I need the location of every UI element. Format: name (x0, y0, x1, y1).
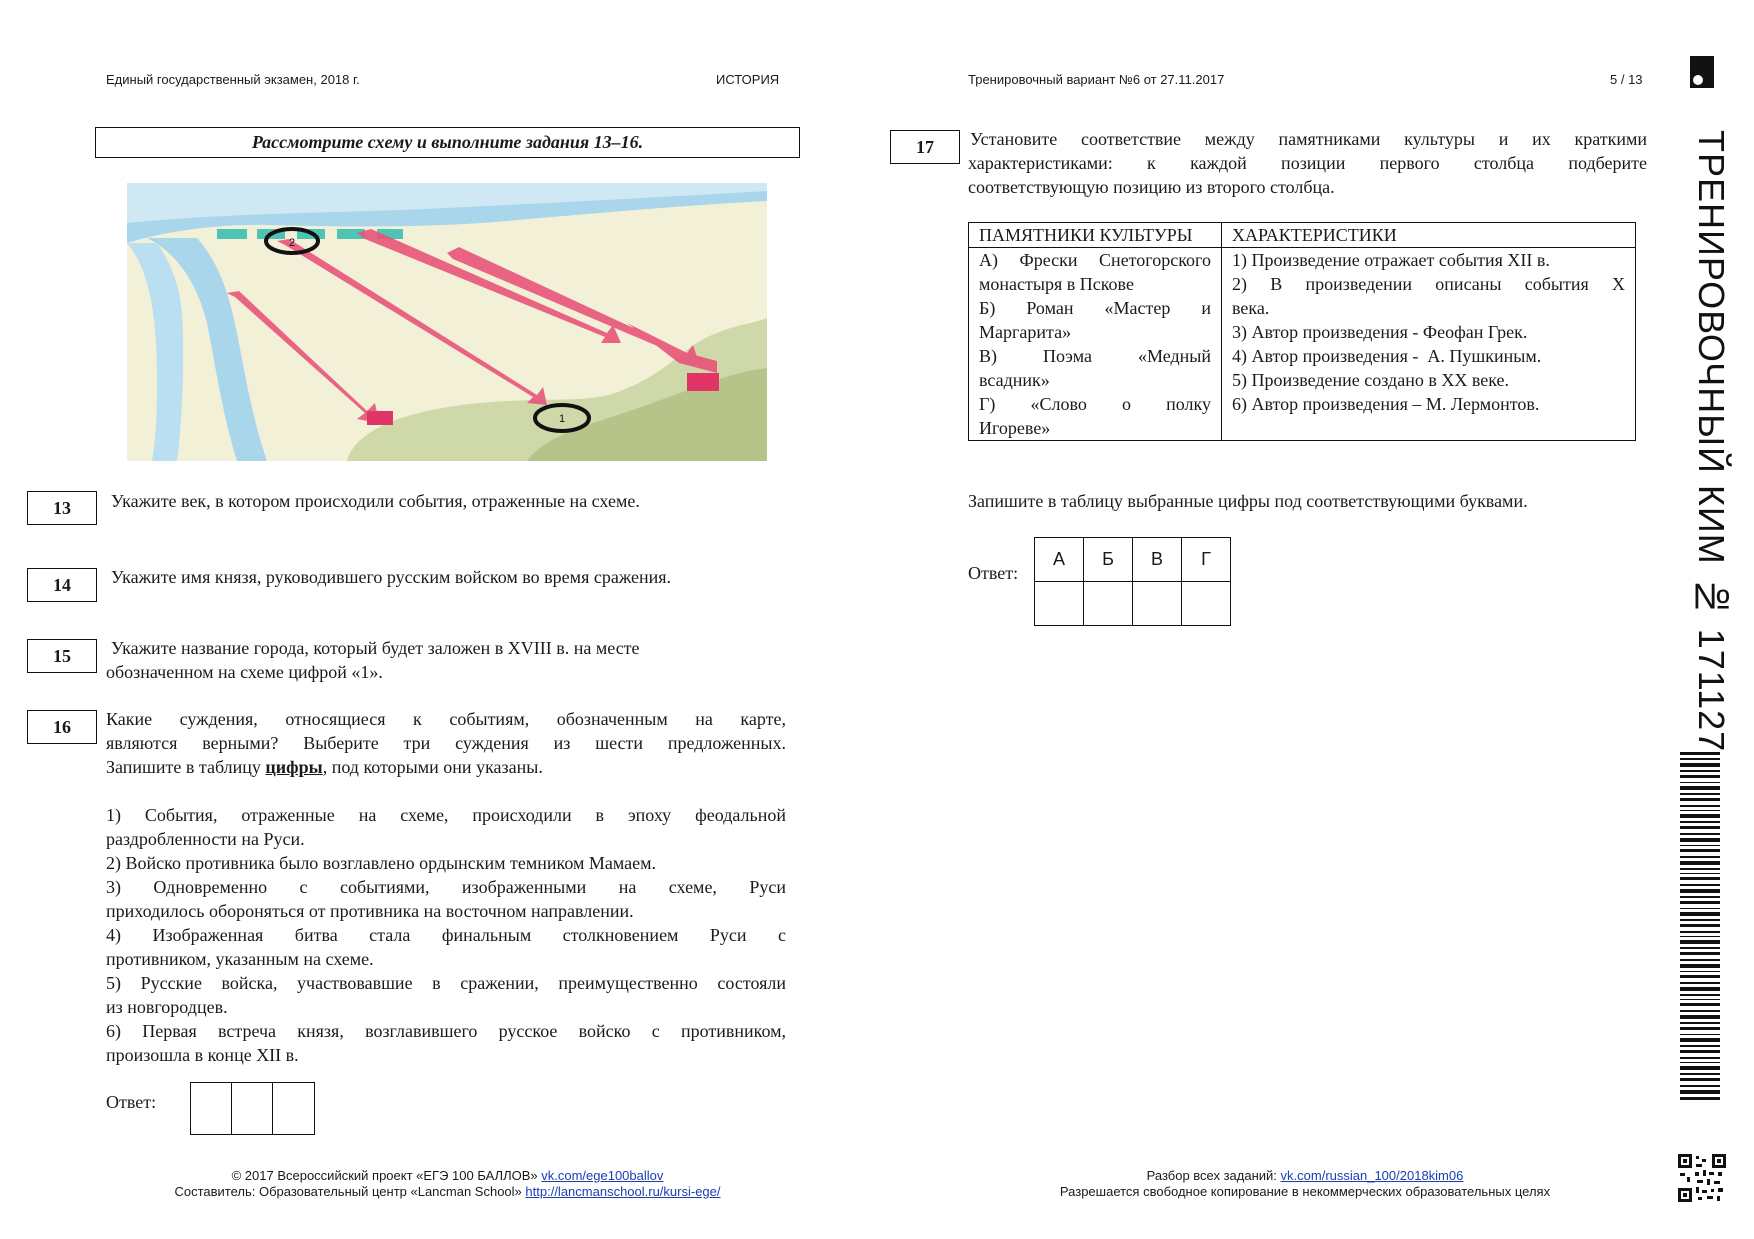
answer-17-label: Ответ: (968, 563, 1019, 583)
char-3: 3) Автор произведения - Феофан Грек. (1232, 322, 1528, 342)
option-6-line2: произошла в конце XII в. (106, 1045, 299, 1065)
task-14-text: Укажите имя князя, руководившего русским войском во время сражения. (111, 567, 672, 587)
answer-17-letter-a: А (1035, 538, 1084, 582)
option-3-line1: 3) Одновременно с событиями, изображенными на схеме, Руси (106, 877, 786, 897)
char-1: 1) Произведение отражает события XII в. (1232, 250, 1550, 270)
answer-16-grid (190, 1082, 315, 1135)
characteristics-cell (1222, 248, 1636, 441)
footer-left: © 2017 Всероссийский проект «ЕГЭ 100 БАЛЛОВ» vk.com/ege100ballov Составитель: Образовательный центр «Lancman School» http://lancmanschool.ru/kursi-ege/ (174, 1168, 721, 1199)
culture-matching-table (968, 222, 1636, 441)
corner-mark-icon (1690, 56, 1714, 88)
option-5-line2: из новгородцев. (106, 997, 228, 1017)
answer-16-cell[interactable] (232, 1083, 273, 1135)
monument-g-line2: Игореве» (979, 418, 1051, 438)
task-14-number: 14 (27, 568, 97, 602)
answer-17-letter-g: Г (1182, 538, 1231, 582)
option-3-line2: приходилось обороняться от противника на восточном направлении. (106, 901, 634, 921)
monument-b-line1: Б) Роман «Мастер и (979, 298, 1211, 318)
task-15-number: 15 (27, 639, 97, 673)
option-6-line1: 6) Первая встреча князя, возглавившего русское войско с противником, (106, 1021, 786, 1041)
monument-b-line2: Маргарита» (979, 322, 1072, 342)
task-15-line1: Укажите название города, который будет заложен в XVIII в. на месте (111, 638, 640, 658)
monument-v-line1: В) Поэма «Медный (979, 346, 1211, 366)
scheme-title: Рассмотрите схему и выполните задания 13–16. (95, 127, 800, 158)
monument-g-line1: Г) «Слово о полку (979, 394, 1211, 414)
exam-header: Единый государственный экзамен, 2018 г. (106, 72, 360, 87)
monument-a-line1: А) Фрески Снетогорского (979, 250, 1211, 270)
qr-code-icon (1678, 1154, 1726, 1202)
subject-header: ИСТОРИЯ (716, 72, 780, 87)
task-17-write-note: Запишите в таблицу выбранные цифры под соответствующими буквами. (968, 491, 1528, 511)
task-17-intro-line2: характеристиками: к каждой позиции первого столбца подберите (968, 153, 1647, 173)
answer-16-label: Ответ: (106, 1092, 157, 1112)
option-4-line1: 4) Изображенная битва стала финальным столкновением Руси с (106, 925, 786, 945)
answer-16-cell[interactable] (273, 1083, 315, 1135)
option-1-line1: 1) События, отраженные на схеме, происходили в эпоху феодальной (106, 805, 786, 825)
answer-16-cell[interactable] (191, 1083, 232, 1135)
answer-17-letter-b: Б (1084, 538, 1133, 582)
task-17-number: 17 (890, 130, 960, 164)
answer-17-cell-b[interactable] (1084, 582, 1133, 626)
answer-17-cell-v[interactable] (1133, 582, 1182, 626)
map-marker-2: 2 (288, 237, 296, 249)
task-15-line2: обозначенном на схеме цифрой «1». (106, 662, 383, 682)
footer-copyright-note: Разрешается свободное копирование в некоммерческих образовательных целях (1059, 1184, 1551, 1199)
char-5: 5) Произведение создано в XX веке. (1232, 370, 1510, 390)
option-5-line1: 5) Русские войска, участвовавшие в сражении, преимущественно состояли (106, 973, 786, 993)
task-16-line1: Какие суждения, относящиеся к событиям, обозначенным на карте, (106, 709, 786, 729)
answer-17-cell-g[interactable] (1182, 582, 1231, 626)
task-17-intro-line3: соответствующую позицию из второго столбца. (968, 177, 1335, 197)
monument-v-line2: всадник» (979, 370, 1050, 390)
lancman-link[interactable]: http://lancmanschool.ru/kursi-ege/ (525, 1184, 721, 1199)
monuments-cell (969, 248, 1222, 441)
char-2-line1: 2) В произведении описаны события X (1232, 274, 1625, 294)
vertical-kim-title: ТРЕНИРОВОЧНЫЙ КИМ № 171127 (1691, 130, 1732, 753)
col-header-characteristics: ХАРАКТЕРИСТИКИ (1222, 223, 1636, 248)
char-6: 6) Автор произведения – М. Лермонтов. (1232, 394, 1540, 414)
answer-17-letter-v: В (1133, 538, 1182, 582)
task-16-number: 16 (27, 710, 97, 744)
barcode-icon (1680, 752, 1720, 1102)
task-16-line3: Запишите в таблицу цифры, под которыми они указаны. (106, 757, 543, 777)
option-4-line2: противником, указанным на схеме. (106, 949, 374, 969)
answer-17-cell-a[interactable] (1035, 582, 1084, 626)
vk-russian-link[interactable]: vk.com/russian_100/2018kim06 (1280, 1168, 1464, 1183)
option-2: 2) Войско противника было возглавлено ордынским темником Мамаем. (106, 853, 657, 873)
page-number: 5 / 13 (1610, 72, 1643, 87)
variant-header: Тренировочный вариант №6 от 27.11.2017 (968, 72, 1225, 87)
vk-ege-link[interactable]: vk.com/ege100ballov (541, 1168, 664, 1183)
task-16-line2: являются верными? Выберите три суждения из шести предложенных. (106, 733, 786, 753)
battle-map (127, 183, 767, 461)
footer-right: Разбор всех заданий: vk.com/russian_100/2018kim06 Разрешается свободное копирование в некоммерческих образовательных целях (1010, 1168, 1600, 1200)
task-17-intro-line1: Установите соответствие между памятниками культуры и их краткими (970, 129, 1647, 149)
monument-a-line2: монастыря в Пскове (979, 274, 1134, 294)
char-2-line2: века. (1232, 298, 1270, 318)
task-13-text: Укажите век, в котором происходили события, отраженные на схеме. (111, 491, 640, 511)
option-1-line2: раздробленности на Руси. (106, 829, 305, 849)
col-header-monuments: ПАМЯТНИКИ КУЛЬТУРЫ (969, 223, 1222, 248)
answer-17-grid (1034, 537, 1231, 626)
map-marker-1: 1 (558, 413, 566, 425)
char-4: 4) Автор произведения - А. Пушкиным. (1232, 346, 1542, 366)
task-13-number: 13 (27, 491, 97, 525)
